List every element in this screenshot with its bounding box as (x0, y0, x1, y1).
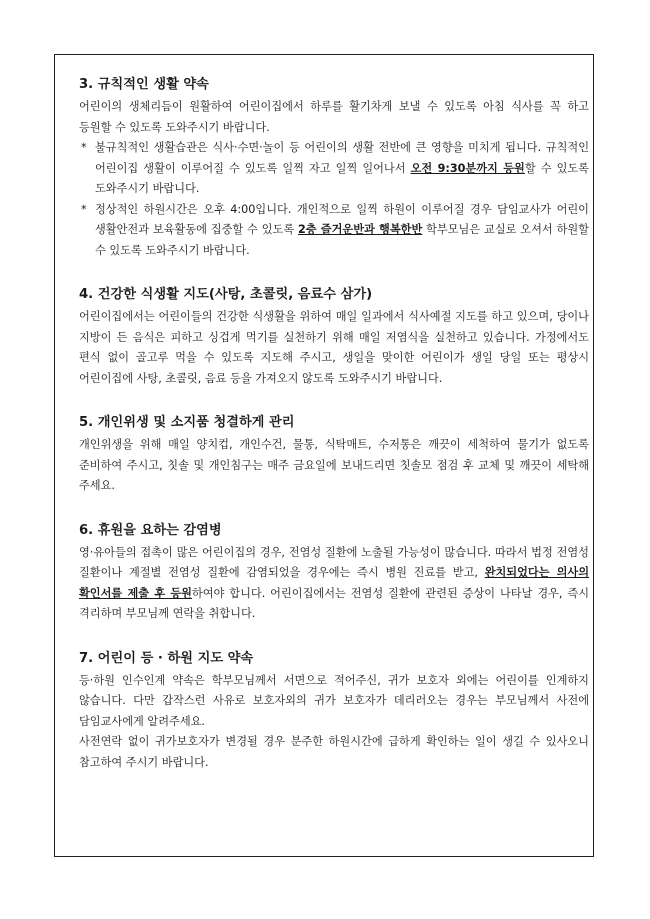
bullet-marker: * (81, 202, 87, 216)
bullet-text: 할 수 있도록 도와주시기 바랍니다. (95, 161, 589, 195)
section-healthy-eating (73, 284, 589, 389)
section-heading: 6. 휴원을 요하는 감염병 (79, 522, 222, 538)
section-paragraph: 어린이의 생체리듬이 원활하여 어린이집에서 하루를 활기차게 보낼 수 있도록 아침 식사를 꼭 하고 등원할 수 있도록 도와주시기 바랍니다. (79, 100, 589, 134)
bullet-text: 정상적인 하원시간은 오후 4:00입니다. 개인적으로 일찍 하원이 이루어질 경우 담임교사가 어린이 생활안전과 보육활동에 집중할 수 있도록 (95, 202, 589, 236)
bullet-marker: * (81, 141, 87, 154)
emphasis-text: 완치되었다는 의사의 확인서를 제출 후 등원 (79, 566, 590, 600)
bullet-text: 불규칙적인 생활습관은 식사·수면·놀이 등 어린이의 생활 전반에 큰 영향을 미치게 됩니다. 규칙적인 어린이집 생활이 이루어질 수 있도록 일찍 자고 일찍 일어나서 (95, 141, 589, 175)
section-regular-life (73, 74, 589, 261)
section-paragraph (79, 543, 589, 625)
document-frame (54, 54, 594, 857)
paragraph-text: 영·유아들의 접촉이 많은 어린이집의 경우, 전염성 질환에 노출될 가능성이 많습니다. 따라서 법정 전염성 질환이나 계절별 전염성 질환에 감염되었을 경우에는 즉시 병원 진료를 받고, (79, 545, 589, 579)
bullet-item (81, 138, 589, 200)
section-paragraph: 개인위생을 위해 매일 양치컵, 개인수건, 물통, 식탁매트, 수저통은 깨끗이 세척하여 물기가 없도록 준비하여 주시고, 칫솔 및 개인침구는 매주 금요일에 보내드리면 칫솔모 점검 후 교체 및 깨끗이 세탁해 주세요. (79, 438, 589, 492)
section-paragraph: 사전연락 없이 귀가보호자가 변경될 경우 분주한 하원시간에 급하게 확인하는 일이 생길 수 있사오니 참고하여 주시기 바랍니다. (79, 735, 589, 769)
bullet-text: 학부모님은 교실로 오셔서 하원할 수 있도록 도와주시기 바랍니다. (95, 223, 589, 257)
bullet-item (81, 200, 589, 262)
section-heading: 5. 개인위생 및 소지품 청결하게 관리 (79, 415, 295, 430)
section-heading: 4. 건강한 식생활 지도(사탕, 초콜릿, 음료수 삼가) (79, 287, 373, 302)
section-paragraph: 등·하원 인수인계 약속은 학부모님께서 서면으로 적어주신, 귀가 보호자 외에는 어린이를 인계하지 않습니다. 다만 갑작스런 사유로 보호자외의 귀가 보호자가 데리러오는 경우는 부모님께서 사전에 담임교사에게 알려주세요. (79, 673, 589, 728)
section-infectious-disease (73, 520, 589, 625)
section-pickup (73, 648, 589, 774)
section-heading: 7. 어린이 등 · 하원 지도 약속 (79, 650, 254, 666)
emphasis-text: 오전 9:30분까지 등원 (410, 161, 525, 175)
document-content (73, 74, 589, 796)
section-paragraph: 어린이집에서는 어린이들의 건강한 식생활을 위하여 매일 일과에서 식사예절 지도를 하고 있으며, 당이나 지방이 든 음식은 피하고 싱겁게 먹기를 실천하기 위해 매일 저염식을 실천하고 있습니다. 가정에서도 편식 없이 골고루 먹을 수 있도록 지도해 주시고, 생일을 맞이한 어린이가 생일 당일 또는 평상시 어린이집에 사탕, 초콜릿, 음료 등을 가져오지 않도록 도와주시기 바랍니다. (79, 310, 589, 385)
section-hygiene (73, 412, 589, 497)
paragraph-text: 하여야 합니다. 어린이집에서는 전염성 질환에 관련된 증상이 나타날 경우, 즉시 격리하며 부모님께 연락을 취합니다. (79, 586, 590, 620)
emphasis-text: 2층 즐거운반과 행복한반 (298, 223, 423, 236)
section-heading: 3. 규칙적인 생활 약속 (79, 77, 209, 92)
